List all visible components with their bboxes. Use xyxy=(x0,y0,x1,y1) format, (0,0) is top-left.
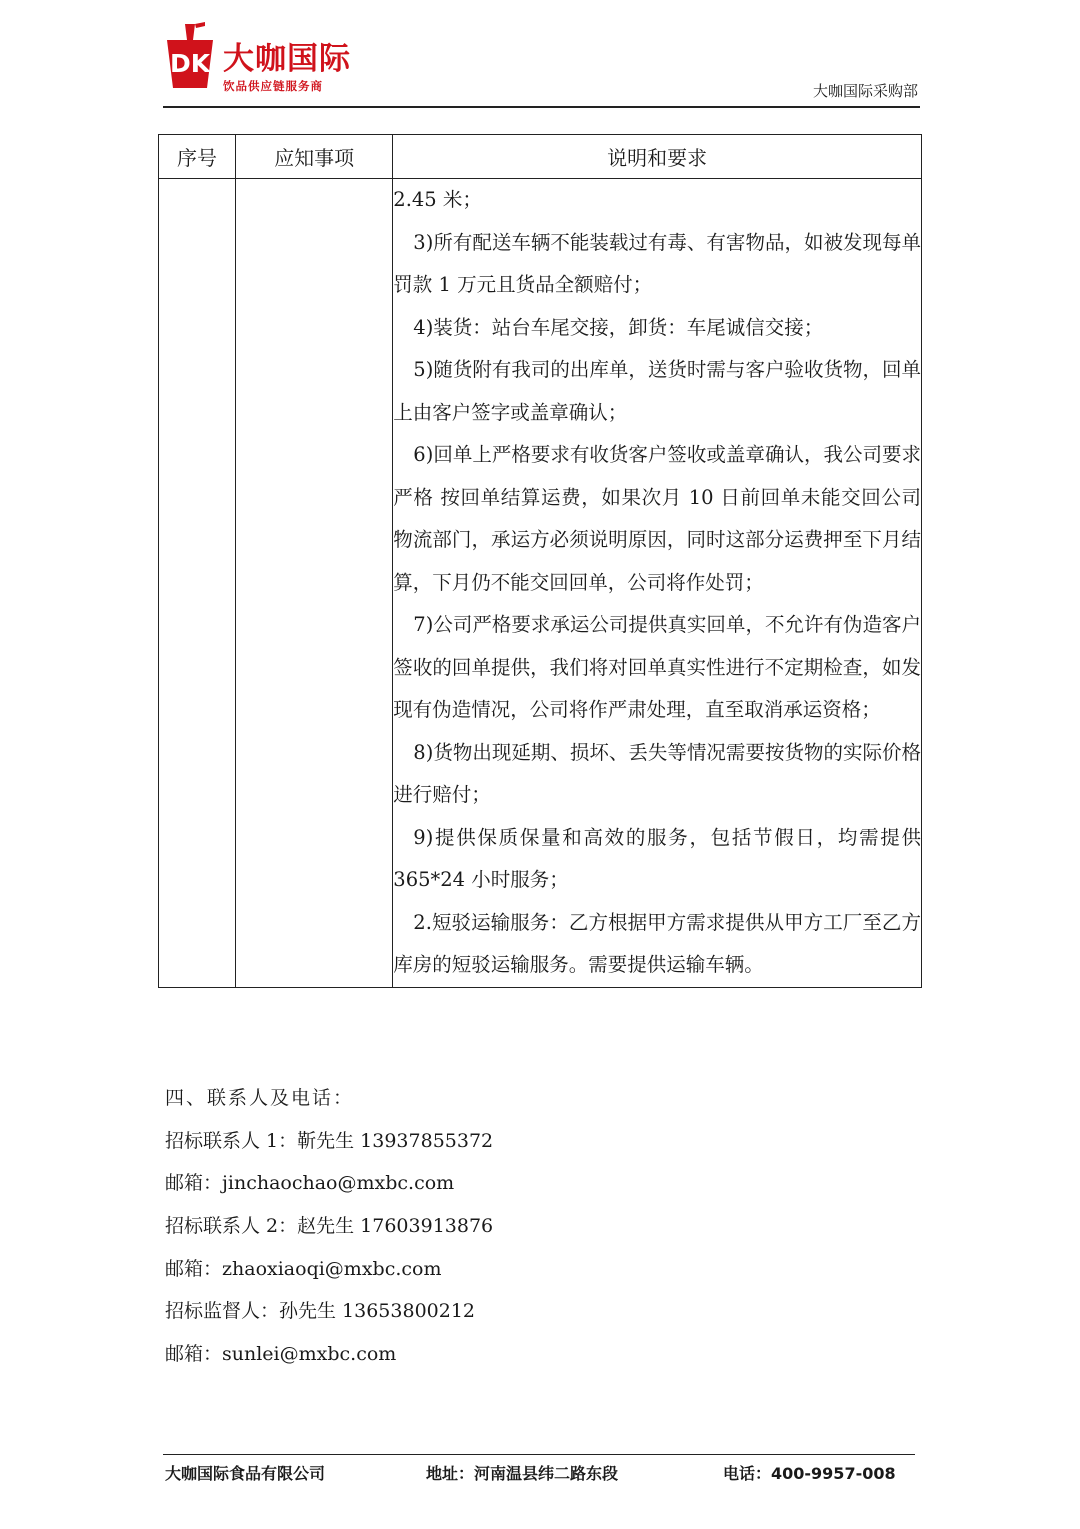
logo-subtitle: 饮品供应链服务商 xyxy=(223,79,323,93)
footer-address: 地址：河南温县纬二路东段 xyxy=(426,1464,619,1483)
header-serial-number: 序号 xyxy=(159,135,236,179)
logo-text: 大咖国际 xyxy=(223,41,351,77)
description-paragraph: 7)公司严格要求承运公司提供真实回单，不允许有伪造客户签收的回单提供，我们将对回单真实性进行不定期检查，如发现有伪造情况，公司将作严肃处理，直至取消承运资格； xyxy=(393,613,921,721)
header-items: 应知事项 xyxy=(236,135,393,179)
logo-mark-letters: DK xyxy=(169,49,211,78)
dk-logo-icon xyxy=(165,22,215,90)
header-description: 说明和要求 xyxy=(393,135,922,179)
footer-company: 大咖国际食品有限公司 xyxy=(165,1464,326,1483)
description-paragraph: 9)提供保质保量和高效的服务，包括节假日，均需提供 365*24 小时服务； xyxy=(393,825,921,891)
page-footer xyxy=(163,1454,915,1483)
contact-email[interactable]: 邮箱：jinchaochao@mxbc.com xyxy=(165,1172,455,1195)
contact-line: 招标联系人 1：靳先生 13937855372 xyxy=(165,1129,494,1152)
requirements-table xyxy=(158,134,922,988)
footer-phone: 电话：400-9957-008 xyxy=(723,1464,896,1483)
contacts-title: 四、联系人及电话： xyxy=(165,1087,355,1109)
description-paragraph: 3)所有配送车辆不能装载过有毒、有害物品，如被发现每单罚款 1 万元且货品全额赔付； xyxy=(393,230,921,296)
contact-email[interactable]: 邮箱：sunlei@mxbc.com xyxy=(165,1343,397,1366)
contact-line: 招标联系人 2：赵先生 17603913876 xyxy=(165,1215,494,1238)
description-paragraph: 8)货物出现延期、损坏、丢失等情况需要按货物的实际价格进行赔付； xyxy=(393,740,921,806)
description-paragraph: 2.短驳运输服务：乙方根据甲方需求提供从甲方工厂至乙方库房的短驳运输服务。需要提供运输车辆。 xyxy=(393,910,921,976)
items-cell xyxy=(236,179,393,988)
description-paragraph: 5)随货附有我司的出库单，送货时需与客户验收货物，回单上由客户签字或盖章确认； xyxy=(393,358,921,424)
page-header xyxy=(163,20,920,108)
contact-line: 招标监督人：孙先生 13653800212 xyxy=(165,1300,476,1323)
contacts-section xyxy=(165,1077,925,1376)
table-row xyxy=(159,179,922,988)
department-label: 大咖国际采购部 xyxy=(812,82,918,100)
description-paragraph: 4)装货：站台车尾交接，卸货：车尾诚信交接； xyxy=(413,315,824,339)
contact-email[interactable]: 邮箱：zhaoxiaoqi@mxbc.com xyxy=(165,1257,442,1280)
description-paragraph: 2.45 米； xyxy=(393,188,482,211)
serial-number-cell xyxy=(159,179,236,988)
description-paragraph: 6)回单上严格要求有收货客户签收或盖章确认，我公司要求严格 按回单结算运费，如果次月 10 日前回单未能交回公司物流部门，承运方必须说明原因，同时这部分运费押至下月结算，下月仍不能交回回单，公司将作处罚； xyxy=(393,443,921,594)
description-cell xyxy=(393,179,922,988)
table-header-row xyxy=(159,135,922,179)
